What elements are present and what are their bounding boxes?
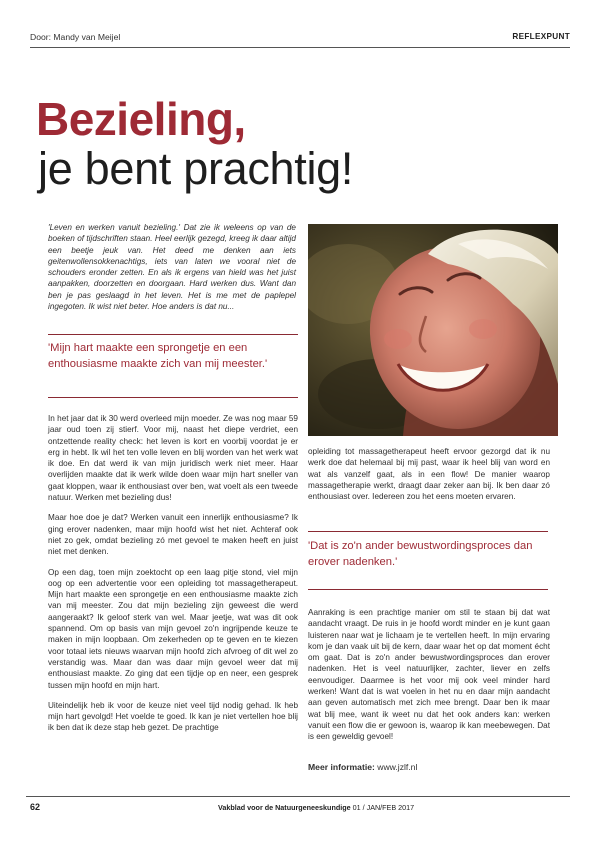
more-info-link[interactable]: www.jzlf.nl <box>377 762 418 772</box>
portrait-image <box>308 224 558 436</box>
quote-2-top-rule <box>308 531 548 532</box>
intro-paragraph <box>48 222 296 321</box>
body-paragraph: Op een dag, toen mijn zoektocht op een laag pitje stond, viel mijn oog op een advertentie voor een opleiding tot massagetherapeut. Mijn hart maakte een sprongetje en een enthousiasme maakte zich van mij meester. Zou dat mijn bezieling zijn geweest die werd aangeraakt? Ik geloof sterk van wel. Maar jeetje, wat was dit ook spannend. Om op basis van mijn gevoel zo'n ingrijpende keuze te maken in mijn loopbaan. Om zekerheden op te geven en te kiezen voor totaal iets nieuws waarvan mijn hoofd zich afvroeg of dit wel zo verstandig was. Maar dan was daar mijn gevoel weer dat mij enthousiast maakte. Zo ging dat een tijdje op en neer, een gesprek tussen mijn hoofd en mijn hart. <box>48 567 298 690</box>
portrait-photo <box>308 224 558 436</box>
title-line-2: je bent prachtig! <box>38 143 354 194</box>
magazine-name: Vakblad voor de Natuurgeneeskundige <box>218 803 351 812</box>
more-info-label: Meer informatie: <box>308 762 375 772</box>
title-line-1: Bezieling, <box>36 93 246 145</box>
footer-divider <box>26 796 570 797</box>
pull-quote-2: 'Dat is zo'n ander bewustwordingsproces dan erover nadenken.' <box>308 540 533 568</box>
right-column-bottom <box>308 607 550 752</box>
quote-2-bottom-rule <box>308 589 548 590</box>
header-author: Door: Mandy van Meijel <box>30 32 121 42</box>
body-paragraph: Uiteindelijk heb ik voor de keuze niet veel tijd nodig gehad. Ik heb mijn hart gevolgd! Het voelde te goed. Ik kan je niet vertellen hoe blij ik ben dat ik deze stap heb gezet. De prachtige <box>48 700 298 733</box>
magazine-issue: 01 / JAN/FEB 2017 <box>352 803 415 812</box>
header-divider <box>30 47 570 48</box>
page-number: 62 <box>30 802 41 812</box>
body-paragraph: opleiding tot massagetherapeut heeft ervoor gezorgd dat ik nu werk doe dat helemaal bij mij past, waar ik heel blij van word en wat als vanzelf gaat, als in een flow! De manier waarop massagetherapie werkt, draagt daar zeker aan bij. Ik ben daar zó enthousiast over. Iedereen zou het eens moeten ervaren. <box>308 447 550 502</box>
magazine-footer <box>218 803 414 812</box>
right-column-top <box>308 446 550 511</box>
pull-quote-1: 'Mijn hart maakte een sprongetje en een enthousiasme maakte zich van mij meester.' <box>48 342 268 370</box>
body-paragraph: Aanraking is een prachtige manier om stil te staan bij dat wat aandacht vraagt. De ruis in je hoofd wordt minder en je kunt gaan luisteren naar wat je lichaam je te vertellen heeft. In mijn ervaring kom je dan vaak uit bij de kern, daar waar het op dat moment écht om gaat. Dat is zo'n ander bewustwordingsproces dan erover nadenken. Het is veel natuurlijker, zachter, liever en zelfs eenvoudiger. Daarmee is het voor mij ook veel minder hard werken! Want dat is wat voelen in het nu en daar mijn aandacht aan geven automatisch met zich mee brengt. Daar ben ik maar wat blij mee, want ik weet nu dat het ook anders kan: werken vanuit een flow die er gewoon is, waarop ik kan meebewegen. Dat is een geweldig gevoel! <box>308 608 550 742</box>
intro-text: 'Leven en werken vanuit bezieling.' Dat zie ik weleens op van de boeken of tijdschriften staan. Heel eerlijk gezegd, kreeg ik daar altijd een beetje jeuk van. Het deed me denken aan iets geitenwollensokkenachtigs, iets van laten we vooral niet de schouders eronder zetten. En als ik ergens van hield was het juist aanpakken, doorzetten en doorgaan. Hard werken dus. Want dan ben je pas geslaagd in het leven. Het is me met de paplepel ingegoten. Ik wist niet beter. Hoe anders is dat nu... <box>48 223 296 312</box>
left-column <box>48 413 298 743</box>
section-label: REFLEXPUNT <box>512 32 570 41</box>
body-paragraph: Maar hoe doe je dat? Werken vanuit een innerlijk enthousiasme? Ik ging erover nadenken, maar mijn hoofd wist het niet. Achteraf ook niet zo gek, omdat bezieling zó met gevoel te maken heeft en juist niet met denken. <box>48 513 298 557</box>
more-info <box>308 762 417 772</box>
quote-1-bottom-rule <box>48 397 298 398</box>
quote-1-top-rule <box>48 334 298 335</box>
body-paragraph: In het jaar dat ik 30 werd overleed mijn moeder. Ze was nog maar 59 jaar oud toen zij stierf. Voor mij, naast het diepe verdriet, een ontzettende reality check: het leven is kort en voorbij voordat je er erg in hebt. Ik wil het ten volle leven en blij worden van het werk wat ik doe. En dat werd ik van mijn juridisch werk niet meer. Haar overlijden maakte dat ik werk wilde doen waar mijn hart sneller van gaat kloppen, waar ik enthousiast over ben, wat voelt als een tweede natuur. Werken met bezieling dus! <box>48 414 298 503</box>
